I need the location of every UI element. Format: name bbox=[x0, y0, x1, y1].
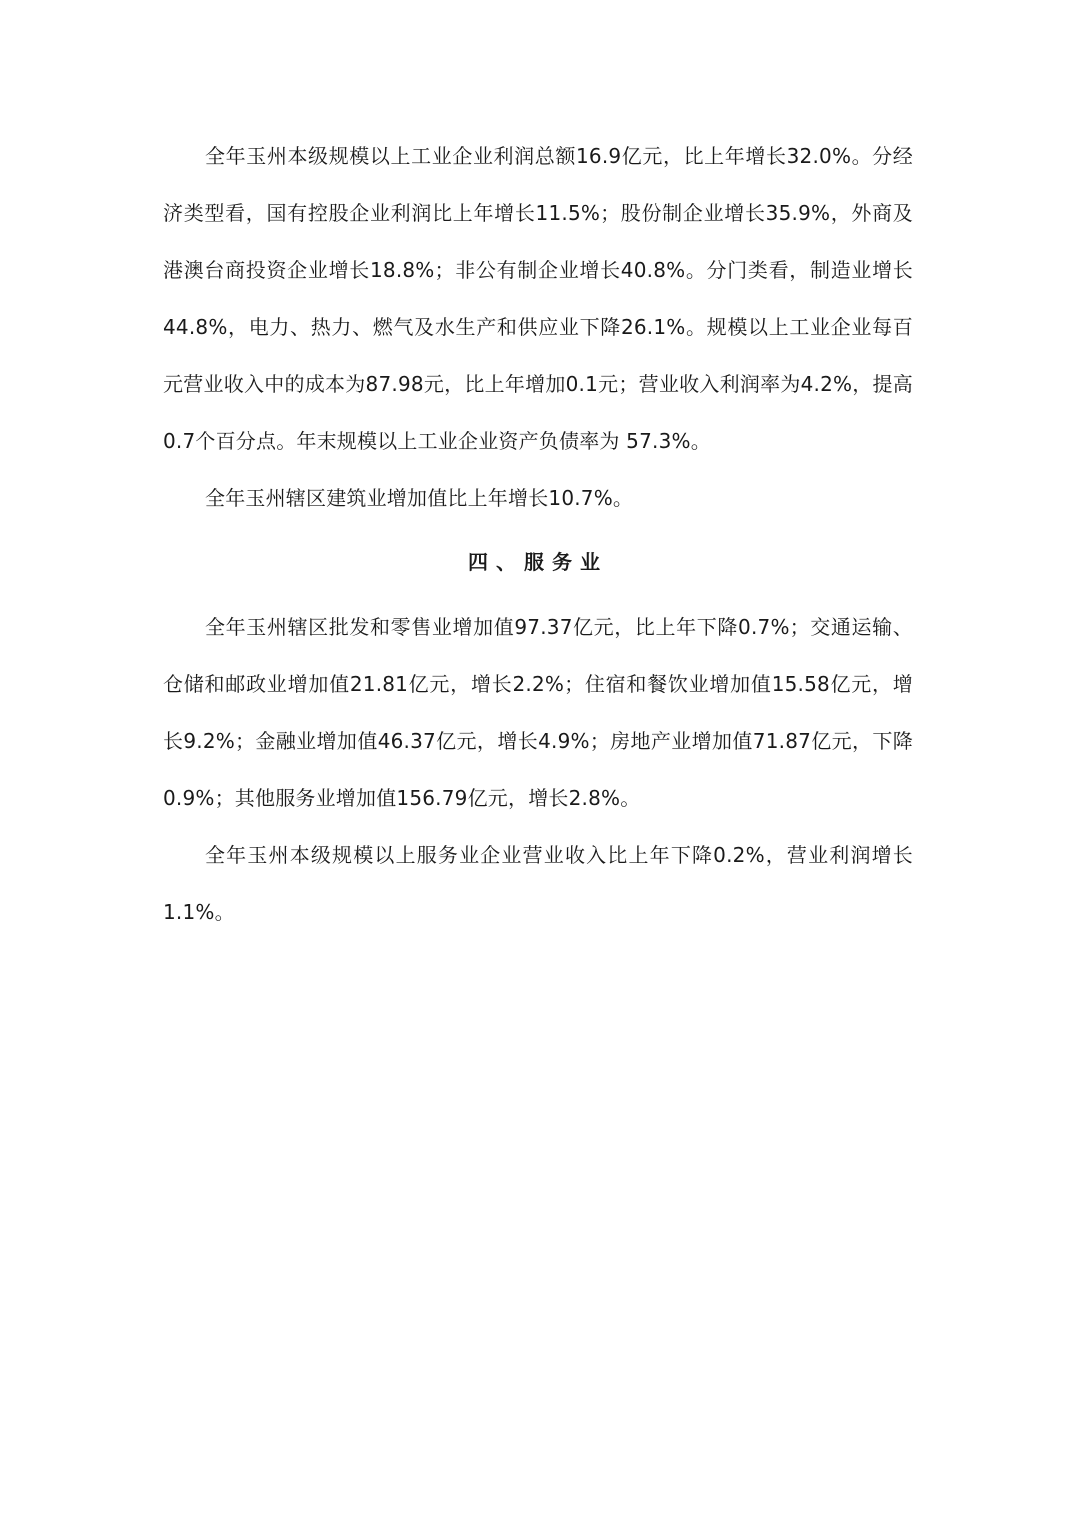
paragraph-construction: 全年玉州辖区建筑业增加值比上年增长10.7%。 bbox=[205, 486, 634, 510]
paragraph-services-value-added: 全年玉州辖区批发和零售业增加值97.37亿元，比上年下降0.7%；交通运输、仓储和邮政业增加值21.81亿元，增长2.2%；住宿和餐饮业增加值15.58亿元，增长9.2%；金融业增加值46.37亿元，增长4.9%；房地产业增加值71.87亿元，下降0.9%；其他服务业增加值156.79亿元，增长2.8%。 bbox=[163, 615, 913, 810]
section-heading-services: 四、服务业 bbox=[468, 550, 608, 574]
document-page bbox=[163, 128, 913, 941]
paragraph-services-revenue: 全年玉州本级规模以上服务业企业营业收入比上年下降0.2%，营业利润增长1.1%。 bbox=[163, 843, 913, 924]
paragraph-industrial-profit: 全年玉州本级规模以上工业企业利润总额16.9亿元，比上年增长32.0%。分经济类型看，国有控股企业利润比上年增长11.5%；股份制企业增长35.9%，外商及港澳台商投资企业增长18.8%；非公有制企业增长40.8%。分门类看，制造业增长44.8%，电力、热力、燃气及水生产和供应业下降26.1%。规模以上工业企业每百元营业收入中的成本为87.98元，比上年增加0.1元；营业收入利润率为4.2%，提高0.7个百分点。年末规模以上工业企业资产负债率为 57.3%。 bbox=[163, 144, 913, 453]
